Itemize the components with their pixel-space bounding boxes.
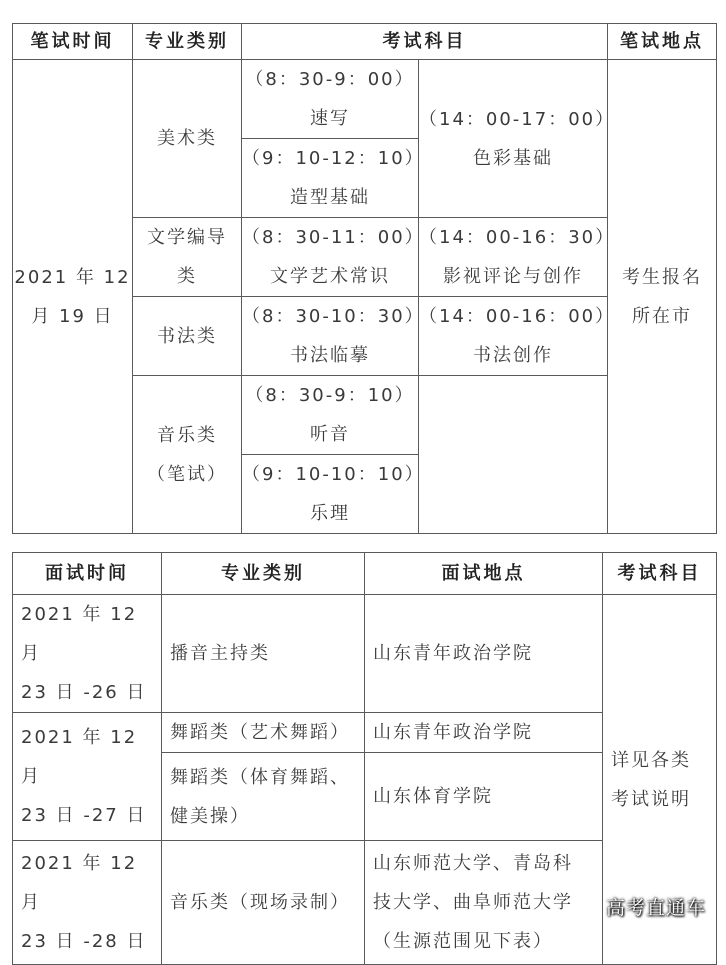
calligraphy-subject-2 <box>419 297 616 376</box>
music-empty-cell <box>419 376 608 534</box>
interview-date-1-line1: 2021 年 12 月 <box>21 604 138 664</box>
written-date-line1: 2021 年 12 <box>14 266 131 288</box>
interview-location-3-line2: 技大学、曲阜师范大学 <box>373 892 573 913</box>
interview-date-1 <box>13 595 162 713</box>
interview-category-3: 音乐类（现场录制） <box>162 841 365 965</box>
interview-date-2-line1: 2021 年 12 月 <box>21 727 138 787</box>
interview-location-3-line3: （生源范围见下表） <box>373 931 553 952</box>
interview-subjects-note-line1: 详见各类 <box>611 749 691 771</box>
interview-category-2b <box>162 753 365 841</box>
interview-location-1: 山东青年政治学院 <box>365 595 603 713</box>
interview-location-3 <box>365 841 603 965</box>
calligraphy-subject-1-time: （8：30-10：30） <box>242 306 425 327</box>
header-written-location: 笔试地点 <box>608 24 717 60</box>
header-interview-time: 面试时间 <box>13 553 162 595</box>
fine-art-subject-2-name: 造型基础 <box>290 187 370 208</box>
fine-art-subject-2-time: （9：10-12：10） <box>242 148 425 169</box>
header-category: 专业类别 <box>133 24 242 60</box>
calligraphy-subject-1 <box>242 297 425 376</box>
fine-art-subject-3-name: 色彩基础 <box>473 147 553 169</box>
written-date-line2: 月 19 日 <box>31 305 114 327</box>
interview-category-1: 播音主持类 <box>162 595 365 713</box>
header-interview-subjects: 考试科目 <box>603 553 717 595</box>
music-subject-2 <box>242 455 425 534</box>
category-literature-line2: 类 <box>177 266 197 287</box>
category-literature-line1: 文学编导 <box>147 227 227 248</box>
music-subject-1-name: 听音 <box>310 424 350 445</box>
interview-subjects-note-line2: 考试说明 <box>611 788 691 810</box>
interview-category-2b-line2: 健美操） <box>170 805 250 827</box>
category-music-line1: 音乐类 <box>157 424 217 446</box>
interview-location-3-line1: 山东师范大学、青岛科 <box>373 853 573 874</box>
literature-subject-2 <box>419 218 616 297</box>
fine-art-subject-2 <box>242 139 425 218</box>
interview-date-3 <box>13 841 162 965</box>
written-date-cell <box>13 60 133 534</box>
interview-date-2-line2: 23 日 -27 日 <box>21 805 147 826</box>
fine-art-subject-1 <box>242 60 419 139</box>
literature-subject-1-time: （8：30-11：00） <box>242 227 425 248</box>
interview-location-2: 山东青年政治学院 <box>365 713 603 753</box>
category-music <box>133 376 242 534</box>
header-interview-category: 专业类别 <box>162 553 365 595</box>
interview-date-1-line2: 23 日 -26 日 <box>21 682 147 703</box>
written-exam-table <box>12 23 717 534</box>
music-subject-2-name: 乐理 <box>310 503 350 524</box>
interview-location-2b: 山东体育学院 <box>365 753 603 841</box>
interview-date-2 <box>13 713 162 841</box>
header-subjects: 考试科目 <box>242 24 608 60</box>
category-calligraphy: 书法类 <box>133 297 242 376</box>
category-music-line2: （笔试） <box>147 463 227 485</box>
calligraphy-subject-2-time: （14：00-16：00） <box>419 306 616 327</box>
music-subject-1 <box>242 376 419 455</box>
fine-art-subject-1-time: （8：30-9：00） <box>245 69 415 90</box>
header-written-time: 笔试时间 <box>13 24 133 60</box>
category-fine-art: 美术类 <box>133 60 242 218</box>
written-location-line2: 所在市 <box>632 305 692 327</box>
calligraphy-subject-1-name: 书法临摹 <box>290 345 370 366</box>
music-subject-2-time: （9：10-10：10） <box>242 464 425 485</box>
fine-art-subject-3-time: （14：00-17：00） <box>419 108 616 130</box>
calligraphy-subject-2-name: 书法创作 <box>473 345 553 366</box>
fine-art-subject-1-name: 速写 <box>310 108 350 129</box>
watermark-text: 高考直通车 <box>605 897 706 919</box>
written-location-line1: 考生报名 <box>622 266 702 288</box>
literature-subject-2-time: （14：00-16：30） <box>419 227 616 248</box>
literature-subject-1 <box>242 218 425 297</box>
written-location-cell <box>608 60 717 534</box>
literature-subject-2-name: 影视评论与创作 <box>443 266 583 287</box>
interview-date-3-line2: 23 日 -28 日 <box>21 931 147 952</box>
header-interview-location: 面试地点 <box>365 553 603 595</box>
fine-art-subject-3 <box>419 60 616 218</box>
music-subject-1-time: （8：30-9：10） <box>245 385 415 406</box>
interview-category-2b-line1: 舞蹈类（体育舞蹈、 <box>170 766 350 788</box>
literature-subject-1-name: 文学艺术常识 <box>270 266 390 287</box>
category-literature <box>133 218 242 297</box>
interview-category-2: 舞蹈类（艺术舞蹈） <box>162 713 365 753</box>
interview-date-3-line1: 2021 年 12 月 <box>21 853 138 913</box>
